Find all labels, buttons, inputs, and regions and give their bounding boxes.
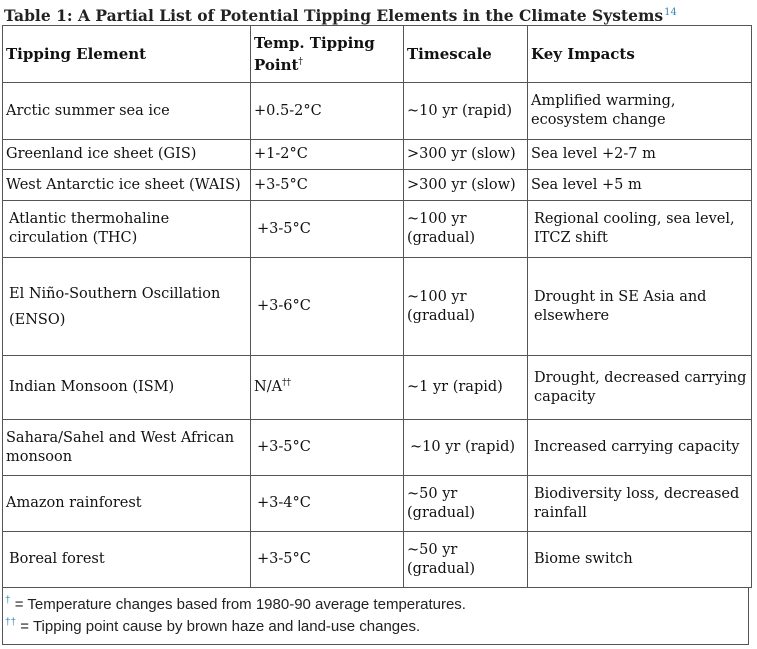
table-title — [4, 6, 677, 25]
cell-impacts: Drought in SE Asia and elsewhere — [528, 258, 752, 356]
cell-temp: +3-5°C — [251, 420, 404, 476]
cell-element: West Antarctic ice sheet (WAIS) — [3, 170, 251, 201]
cell-temp: N/A†† — [251, 356, 404, 420]
footnotes — [2, 587, 749, 645]
table-row — [3, 170, 752, 201]
table-row — [3, 356, 752, 420]
cell-impacts: Amplified warming, ecosystem change — [528, 83, 752, 140]
cell-element: Indian Monsoon (ISM) — [3, 356, 251, 420]
table-row — [3, 258, 752, 356]
cell-temp: +3-6°C — [251, 258, 404, 356]
header-temp-mark: † — [298, 56, 303, 67]
cell-timescale: ~10 yr (rapid) — [404, 83, 528, 140]
cell-timescale: >300 yr (slow) — [404, 170, 528, 201]
footnote-1-mark: † — [5, 595, 11, 606]
table-row — [3, 83, 752, 140]
cell-timescale: ~50 yr (gradual) — [404, 476, 528, 532]
header-key-impacts: Key Impacts — [528, 26, 752, 83]
cell-impacts: Increased carrying capacity — [528, 420, 752, 476]
table-row — [3, 420, 752, 476]
cell-impacts: Drought, decreased carrying capacity — [528, 356, 752, 420]
cell-element: Atlantic thermohaline circulation (THC) — [3, 201, 251, 258]
cell-element: Boreal forest — [3, 532, 251, 588]
header-temp-tipping-point: Temp. Tipping Point† — [251, 26, 404, 83]
temp-mark: †† — [282, 378, 292, 388]
footnote-2-mark: †† — [5, 617, 17, 628]
tipping-elements-table — [2, 25, 752, 588]
title-reference-link[interactable]: 14 — [664, 6, 677, 18]
cell-temp: +1-2°C — [251, 140, 404, 170]
cell-element: Arctic summer sea ice — [3, 83, 251, 140]
table-title-text: Table 1: A Partial List of Potential Tipping Elements in the Climate Systems — [4, 6, 664, 25]
cell-temp: +3-5°C — [251, 170, 404, 201]
header-row — [3, 26, 752, 83]
cell-temp: +3-5°C — [251, 201, 404, 258]
cell-timescale: ~50 yr (gradual) — [404, 532, 528, 588]
cell-timescale: ~100 yr (gradual) — [404, 201, 528, 258]
table-row — [3, 201, 752, 258]
cell-timescale: ~10 yr (rapid) — [404, 420, 528, 476]
cell-temp: +3-5°C — [251, 532, 404, 588]
header-tipping-element: Tipping Element — [3, 26, 251, 83]
footnote-2: †† = Tipping point cause by brown haze and land-use changes. — [5, 617, 421, 635]
cell-timescale: ~100 yr (gradual) — [404, 258, 528, 356]
table-row — [3, 532, 752, 588]
header-timescale: Timescale — [404, 26, 528, 83]
cell-element: Greenland ice sheet (GIS) — [3, 140, 251, 170]
cell-impacts: Sea level +5 m — [528, 170, 752, 201]
cell-impacts: Biome switch — [528, 532, 752, 588]
cell-element: Sahara/Sahel and West African monsoon — [3, 420, 251, 476]
table-row — [3, 140, 752, 170]
cell-temp: +0.5-2°C — [251, 83, 404, 140]
cell-element: Amazon rainforest — [3, 476, 251, 532]
cell-temp: +3-4°C — [251, 476, 404, 532]
footnote-1: † = Temperature changes based from 1980-90 average temperatures. — [5, 595, 466, 613]
cell-impacts: Biodiversity loss, decreased rainfall — [528, 476, 752, 532]
cell-element: El Niño-Southern Oscillation (ENSO) — [3, 258, 251, 356]
cell-timescale: ~1 yr (rapid) — [404, 356, 528, 420]
cell-impacts: Sea level +2-7 m — [528, 140, 752, 170]
table-row — [3, 476, 752, 532]
cell-timescale: >300 yr (slow) — [404, 140, 528, 170]
cell-impacts: Regional cooling, sea level, ITCZ shift — [528, 201, 752, 258]
